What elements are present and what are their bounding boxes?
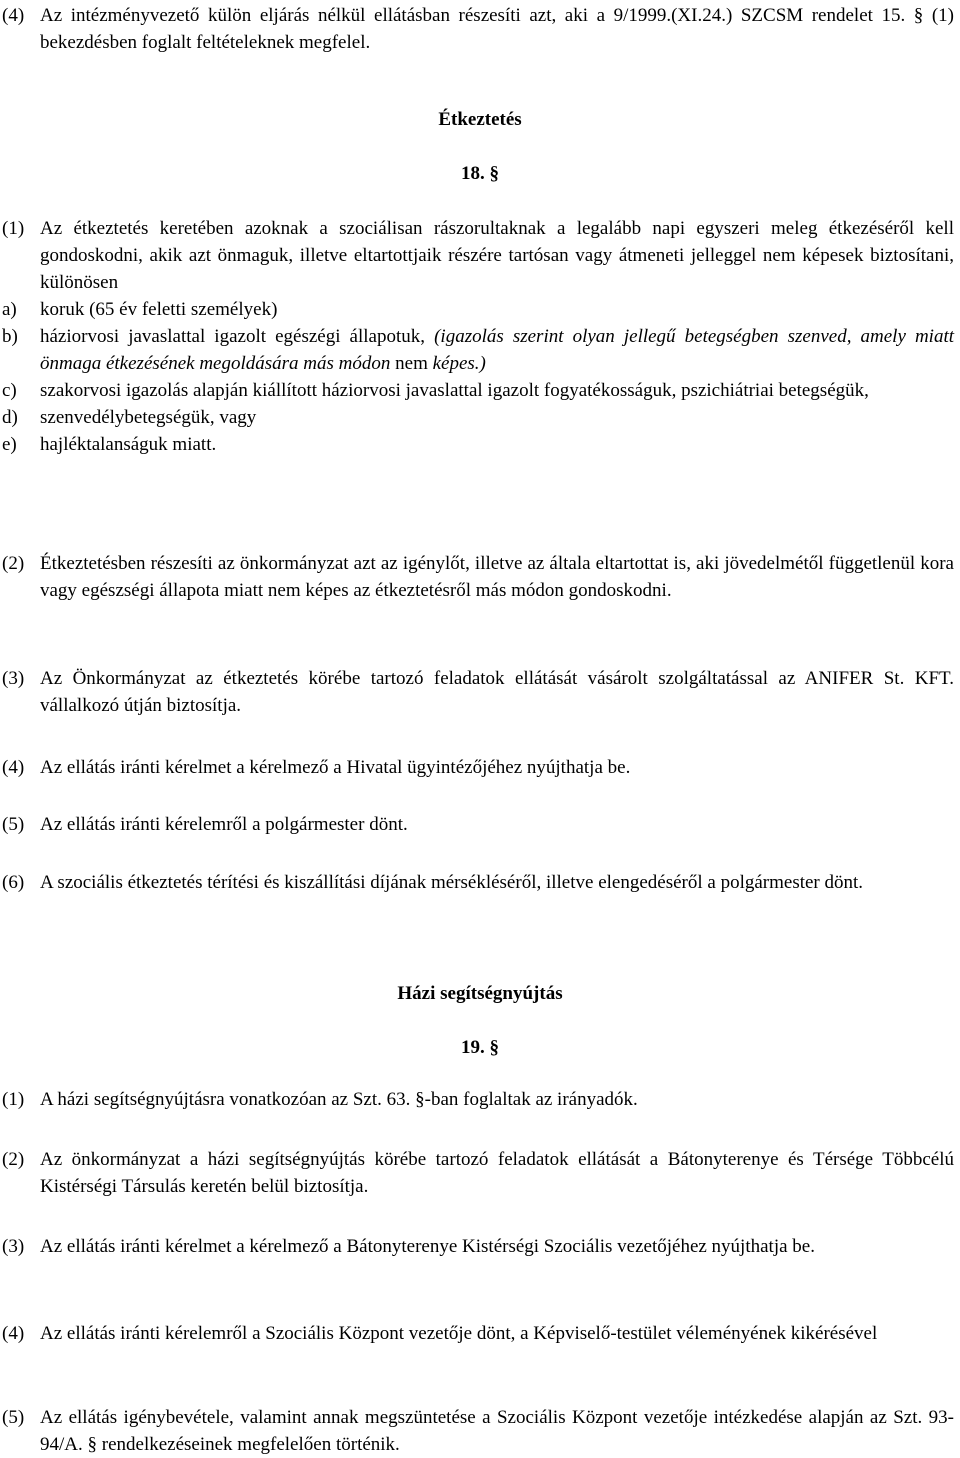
paragraph-intro-4: (4) Az intézményvezető külön eljárás nélkül ellátásban részesíti azt, aki a 9/1999.(XI.24.) SZCSM rendelet 15. § (1) bekezdésben foglalt feltételeknek megfelel. (2, 5, 954, 53)
paragraph-19-4: (4) Az ellátás iránti kérelemről a Szociális Központ vezetője dönt, a Képviselő-testület véleményének kikérésével (2, 1323, 878, 1344)
paragraph-19-2: (2) Az önkormányzat a házi segítségnyújtás körébe tartozó feladatok ellátását a Bátonyterenye és Térsége Többcélú Kistérségi Társulás keretén belül biztosítja. (2, 1149, 954, 1197)
paragraph-18-2: (2) Étkeztetésben részesíti az önkormányzat azt az igénylőt, illetve az általa eltartottat is, aki jövedelmétől függetlenül kora vagy egészségi állapota miatt nem képes az étkeztetésről más módon gondoskodni. (2, 553, 954, 601)
list-item: b) háziorvosi javaslattal igazolt egészégi állapotuk, (igazolás szerint olyan jellegű betegségben szenved, amely miatt önmaga étkezésének megoldására más módon nem képes.) (2, 326, 955, 374)
paragraph-19-1: (1) A házi segítségnyújtásra vonatkozóan az Szt. 63. §-ban foglaltak az irányadók. (2, 1089, 638, 1110)
paragraph-19-3: (3) Az ellátás iránti kérelmet a kérelmező a Bátonyterenye Kistérségi Szociális vezetőjéhez nyújthatja be. (2, 1236, 815, 1257)
paragraph-18-6: (6) A szociális étkeztetés térítési és kiszállítási díjának mérsékléséről, illetve elengedéséről a polgármester dönt. (2, 872, 864, 893)
paragraph-18-5: (5) Az ellátás iránti kérelemről a polgármester dönt. (2, 814, 408, 835)
paragraph-18-1: (1) Az étkeztetés keretében azoknak a szociálisan rászorultaknak a legalább napi egyszeri meleg étkezéséről kell gondoskodni, akik azt önmaguk, illetve eltartottjaik részére tartósan vagy átmeneti jelleggel nem képesek biztosítani, különösen (2, 218, 954, 293)
section-title-etkeztetes: Étkeztetés (438, 109, 522, 130)
list-item: c) szakorvosi igazolás alapján kiállított háziorvosi javaslattal igazolt fogyatékosságuk, pszichiátriai betegségük, (2, 380, 869, 401)
list-item: e) hajléktalanságuk miatt. (2, 434, 217, 455)
paragraph-18-3: (3) Az Önkormányzat az étkeztetés körébe tartozó feladatok ellátását vásárolt szolgáltatással az ANIFER St. KFT. vállalkozó útján biztosítja. (2, 668, 954, 716)
list-item: d) szenvedélybetegségük, vagy (2, 407, 257, 428)
section-title-hazi: Házi segítségnyújtás (397, 983, 563, 1004)
paragraph-18-4: (4) Az ellátás iránti kérelmet a kérelmező a Hivatal ügyintézőjéhez nyújthatja be. (2, 757, 631, 778)
section-number-19: 19. § (461, 1037, 499, 1058)
section-number-18: 18. § (461, 163, 499, 184)
paragraph-19-5: (5) Az ellátás igénybevétele, valamint annak megszüntetése a Szociális Központ vezetője intézkedése alapján az Szt. 93-94/A. § rendelkezéseinek megfelelően történik. (2, 1407, 954, 1455)
condition-list (2, 296, 954, 458)
list-item: a) koruk (65 év feletti személyek) (2, 299, 278, 320)
paragraph-text: Az intézményvezető külön eljárás nélkül ellátásban részesíti azt, aki a 9/1999.(XI.24.) SZCSM rendelet 15. § (1) bekezdésben foglalt feltételeknek megfelel. (40, 5, 954, 53)
